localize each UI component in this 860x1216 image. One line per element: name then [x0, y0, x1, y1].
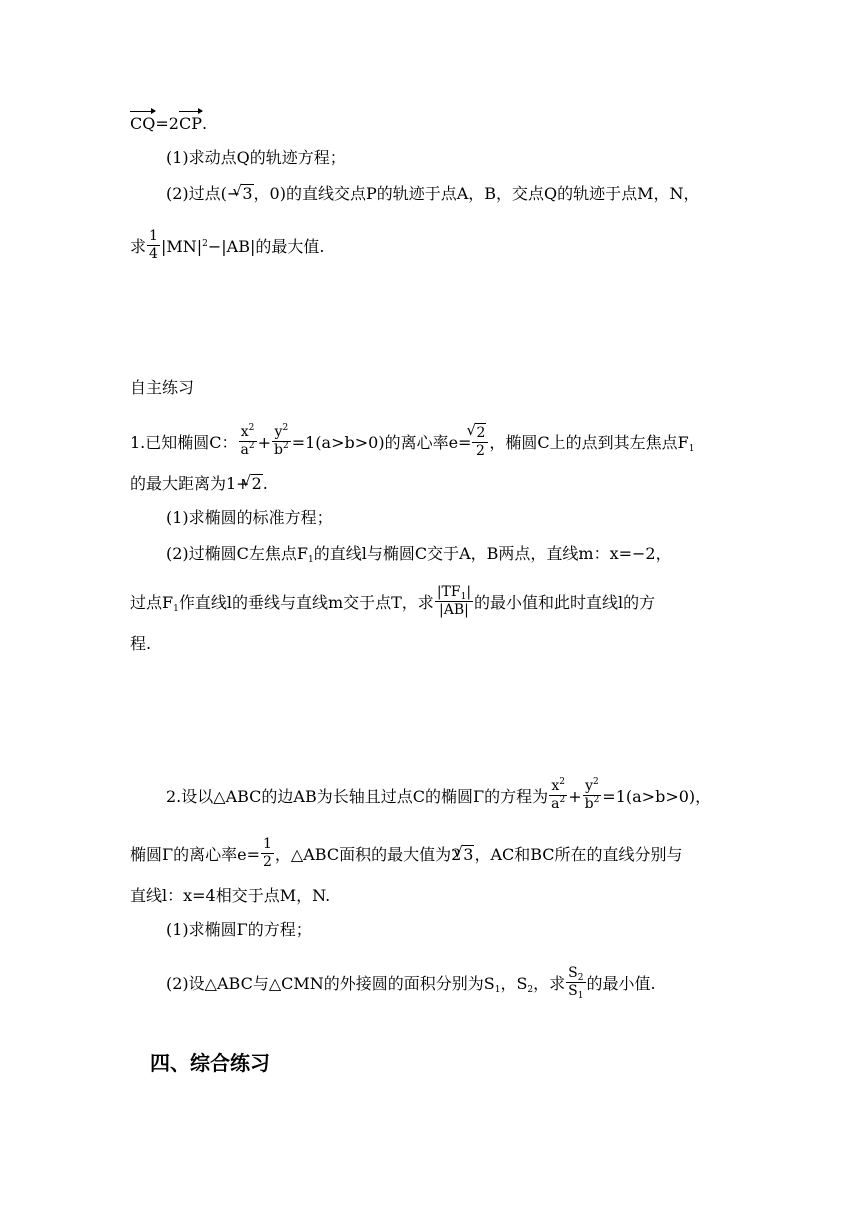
sqrt-2: √ 2 — [251, 474, 263, 493]
vector-cq: CQ — [130, 114, 156, 133]
fraction-x2-a2: $\frac{x^2}{a^2}$ — [240, 423, 255, 458]
sqrt-3: √ 3 — [241, 184, 253, 203]
fraction-eccentricity: √ $\frac{2}{2}$ — [472, 423, 488, 460]
fraction-quarter: $\frac{1}{4}$ — [149, 228, 158, 262]
problem-1-line-1: 1.已知椭圆C： $\frac{x^2}{a^2}$ + $\frac{y^2}{b^2}$ =1(a>b>0)的离心率e= √ $\frac{2}{2}$ ，椭圆C上的点到其左焦点$F_1$ — [130, 425, 694, 462]
problem-1-q2-cont: 过点$F_1$作直线l的垂线与直线m交于点T，求 $\frac{|TF_1|}{|AB|}$ 的最小值和此时直线l的方 — [130, 584, 656, 618]
fraction-tf-ab: $\frac{|TF_1|}{|AB|}$ — [436, 584, 472, 618]
sqrt-3-b: √ 3 — [462, 845, 474, 864]
problem-2-line-2: 椭圆Γ的离心率e= $\frac{1}{2}$ ，△ABC面积的最大值为2√ 3，AC和BC所在的直线分别与 — [130, 838, 683, 873]
fraction-y2-b2-2: $\frac{y^2}{b^2}$ — [584, 777, 600, 812]
problem-1-q1: (1)求椭圆的标准方程； — [166, 508, 333, 527]
section-heading: 四、综合练习 — [150, 1051, 270, 1075]
fraction-half: $\frac{1}{2}$ — [262, 836, 272, 870]
question-1: (1)求动点Q的轨迹方程； — [166, 148, 346, 167]
problem-2-line-1: 2.设以△ABC的边AB为长轴且过点C的椭圆Γ的方程为 $\frac{x^2}{a^2}$ + $\frac{y^2}{b^2}$ =1(a>b>0)， — [166, 777, 712, 812]
problem-2-line-3: 直线l：x=4相交于点M，N. — [130, 886, 331, 905]
section-self-practice: 自主练习 — [130, 378, 195, 397]
problem-1-line-2: 的最大距离为1+√ 2. — [130, 474, 268, 494]
fraction-y2-b2: $\frac{y^2}{b^2}$ — [274, 423, 289, 458]
question-2: (2)过点(−√ 3，0)的直线交点P的轨迹于点A，B，交点Q的轨迹于点M，N， — [166, 184, 700, 204]
problem-1-q2: (2)过椭圆C左焦点$F_1$的直线l与椭圆C交于A，B两点，直线m：x=−2， — [166, 544, 672, 565]
vector-equation: CQ=2CP. — [130, 114, 208, 133]
problem-2-q2: (2)设△ABC与△CMN的外接圆的面积分别为$S_1$，$S_2$，求 $\frac{S_2}{S_1}$ 的最小值. — [166, 965, 656, 1001]
question-2-cont: 求 $\frac{1}{4}$ $|MN|^2-|AB|$的最大值. — [130, 228, 325, 262]
problem-1-q2-end: 程. — [130, 634, 152, 653]
fraction-x2-a2-2: $\frac{x^2}{a^2}$ — [551, 777, 566, 812]
fraction-s2-s1: $\frac{S_2}{S_1}$ — [568, 965, 584, 1001]
vector-cp: CP — [178, 114, 202, 133]
problem-2-q1: (1)求椭圆Γ的方程； — [166, 920, 312, 939]
